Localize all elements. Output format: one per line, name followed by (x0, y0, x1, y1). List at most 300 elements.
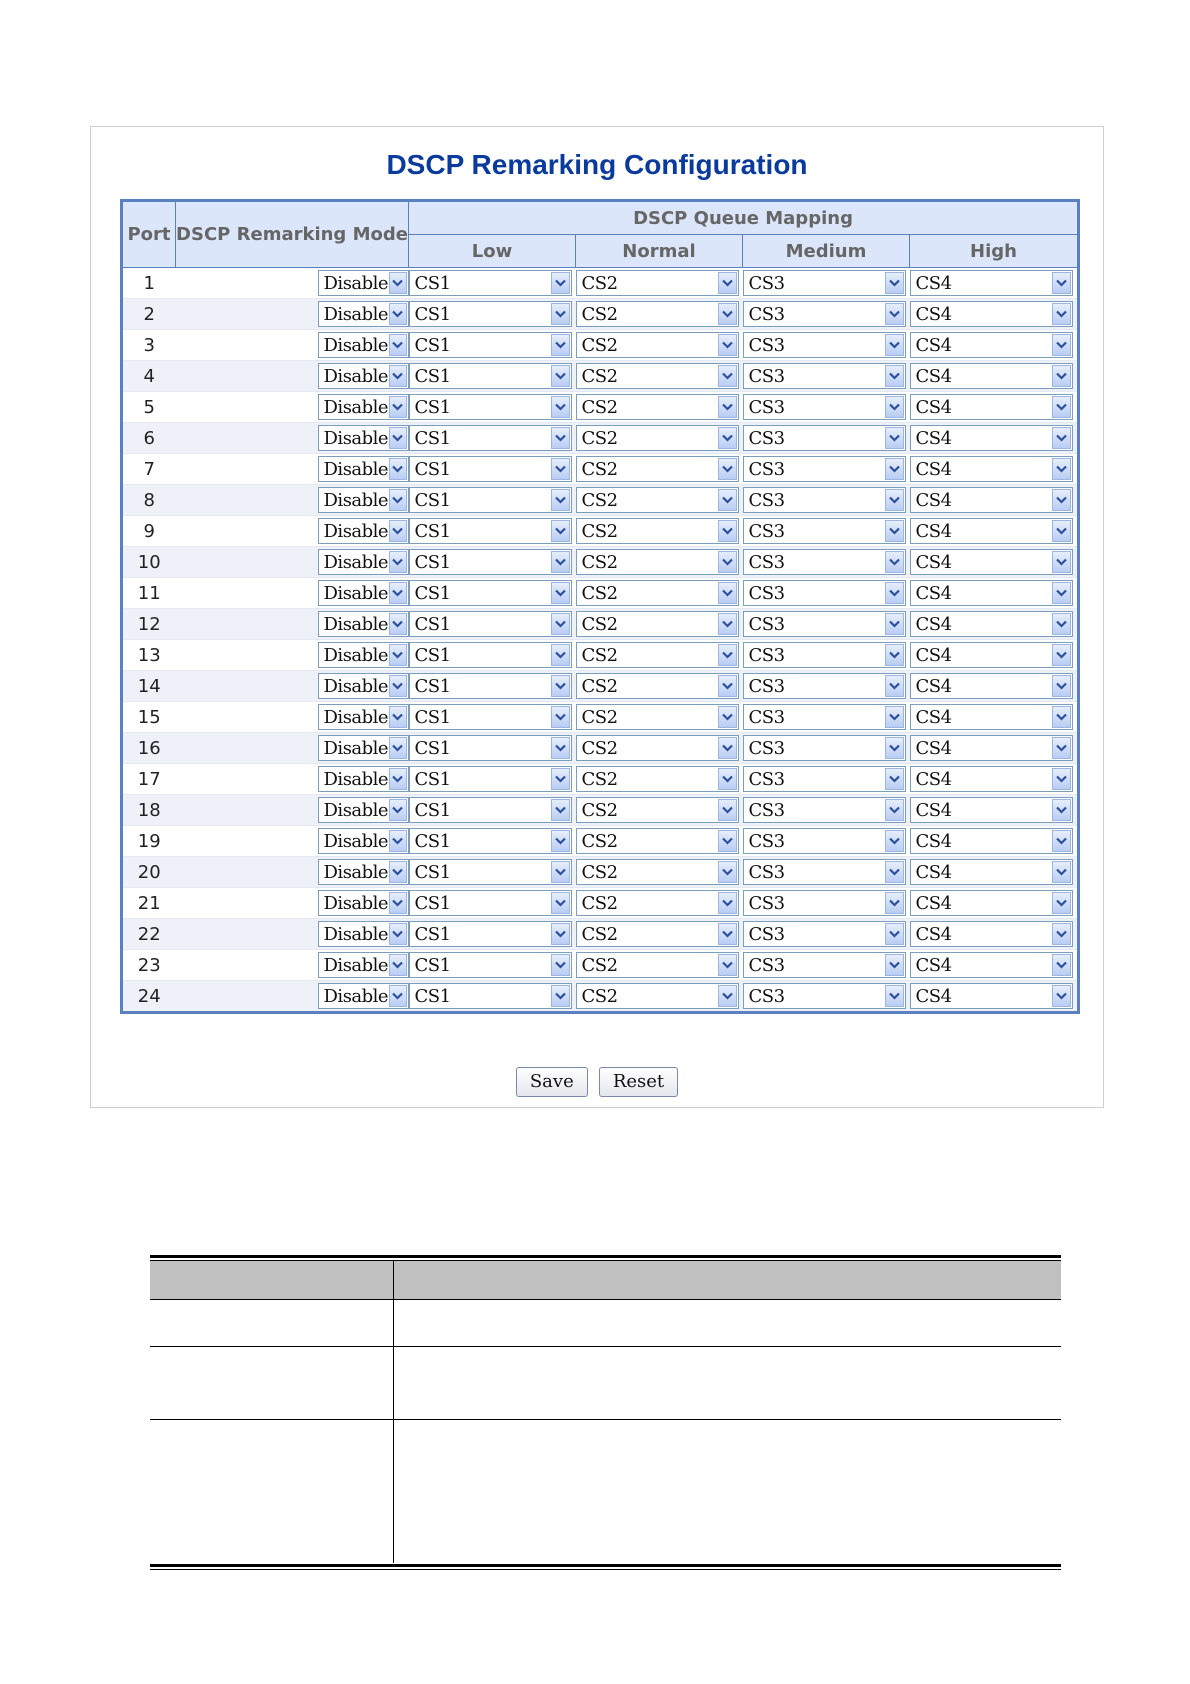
chevron-down-icon[interactable] (551, 892, 570, 914)
high-queue-select[interactable] (910, 704, 1073, 730)
medium-queue-select-value: CS3 (748, 272, 785, 294)
chevron-down-icon[interactable] (389, 923, 406, 945)
chevron-down-icon[interactable] (1052, 737, 1071, 759)
high-queue-select[interactable] (910, 673, 1073, 699)
chevron-down-icon[interactable] (718, 489, 737, 511)
chevron-down-icon[interactable] (551, 706, 570, 728)
chevron-down-icon[interactable] (718, 706, 737, 728)
low-queue-select[interactable] (409, 456, 572, 482)
high-queue-select[interactable] (910, 332, 1073, 358)
chevron-down-icon[interactable] (885, 334, 904, 356)
high-queue-select[interactable] (910, 549, 1073, 575)
chevron-down-icon[interactable] (389, 892, 406, 914)
low-queue-select[interactable] (409, 425, 572, 451)
medium-queue-select-value: CS3 (748, 427, 785, 449)
normal-queue-select-value: CS2 (581, 644, 618, 666)
chevron-down-icon[interactable] (551, 365, 570, 387)
chevron-down-icon[interactable] (718, 985, 737, 1007)
medium-queue-select[interactable] (743, 983, 906, 1009)
chevron-down-icon[interactable] (885, 458, 904, 480)
medium-queue-select[interactable] (743, 859, 906, 885)
remarking-mode-select[interactable] (318, 890, 409, 916)
low-queue-select[interactable] (409, 394, 572, 420)
table-row (122, 578, 1079, 609)
chevron-down-icon[interactable] (718, 365, 737, 387)
port-number: 17 (122, 764, 176, 795)
chevron-down-icon[interactable] (551, 334, 570, 356)
low-queue-select[interactable] (409, 952, 572, 978)
chevron-down-icon[interactable] (718, 334, 737, 356)
chevron-down-icon[interactable] (389, 272, 406, 294)
high-queue-select[interactable] (910, 425, 1073, 451)
normal-queue-select[interactable] (576, 921, 739, 947)
medium-cell (743, 795, 910, 826)
chevron-down-icon[interactable] (718, 675, 737, 697)
low-queue-select-value: CS1 (414, 861, 451, 883)
high-cell (910, 857, 1079, 888)
remarking-mode-select[interactable] (318, 642, 409, 668)
low-queue-select[interactable] (409, 921, 572, 947)
chevron-down-icon[interactable] (389, 737, 406, 759)
chevron-down-icon[interactable] (551, 396, 570, 418)
chevron-down-icon[interactable] (389, 799, 406, 821)
remarking-mode-select[interactable] (318, 332, 409, 358)
remarking-mode-select-value: Disable (323, 365, 389, 387)
low-queue-select[interactable] (409, 270, 572, 296)
normal-queue-select[interactable] (576, 766, 739, 792)
chevron-down-icon[interactable] (389, 675, 406, 697)
chevron-down-icon[interactable] (1052, 954, 1071, 976)
medium-queue-select[interactable] (743, 828, 906, 854)
normal-queue-select[interactable] (576, 642, 739, 668)
medium-queue-select-value: CS3 (748, 799, 785, 821)
remarking-mode-select[interactable] (318, 735, 409, 761)
chevron-down-icon[interactable] (1052, 613, 1071, 635)
chevron-down-icon[interactable] (885, 706, 904, 728)
chevron-down-icon[interactable] (1052, 768, 1071, 790)
low-queue-select[interactable] (409, 332, 572, 358)
remarking-mode-select[interactable] (318, 611, 409, 637)
port-number: 22 (122, 919, 176, 950)
high-queue-select[interactable] (910, 797, 1073, 823)
low-queue-select[interactable] (409, 611, 572, 637)
chevron-down-icon[interactable] (551, 272, 570, 294)
high-queue-select[interactable] (910, 363, 1073, 389)
chevron-down-icon[interactable] (718, 830, 737, 852)
medium-queue-select[interactable] (743, 921, 906, 947)
chevron-down-icon[interactable] (718, 892, 737, 914)
normal-queue-select[interactable] (576, 332, 739, 358)
chevron-down-icon[interactable] (885, 675, 904, 697)
normal-queue-select[interactable] (576, 983, 739, 1009)
table-row (122, 981, 1079, 1013)
chevron-down-icon[interactable] (885, 644, 904, 666)
medium-queue-select[interactable] (743, 332, 906, 358)
chevron-down-icon[interactable] (551, 923, 570, 945)
high-queue-select[interactable] (910, 859, 1073, 885)
high-cell (910, 392, 1079, 423)
chevron-down-icon[interactable] (718, 799, 737, 821)
normal-queue-select[interactable] (576, 363, 739, 389)
chevron-down-icon[interactable] (885, 768, 904, 790)
port-number: 19 (122, 826, 176, 857)
low-cell (409, 578, 576, 609)
remarking-mode-select[interactable] (318, 580, 409, 606)
low-queue-select[interactable] (409, 518, 572, 544)
high-queue-select[interactable] (910, 735, 1073, 761)
medium-queue-select-value: CS3 (748, 551, 785, 573)
remarking-mode-select[interactable] (318, 828, 409, 854)
mode-cell (176, 516, 409, 547)
normal-queue-select[interactable] (576, 518, 739, 544)
chevron-down-icon[interactable] (885, 830, 904, 852)
remarking-mode-select[interactable] (318, 518, 409, 544)
normal-queue-select[interactable] (576, 549, 739, 575)
normal-queue-select-value: CS2 (581, 737, 618, 759)
chevron-down-icon[interactable] (718, 644, 737, 666)
chevron-down-icon[interactable] (389, 334, 406, 356)
low-queue-select[interactable] (409, 859, 572, 885)
chevron-down-icon[interactable] (885, 799, 904, 821)
high-queue-select[interactable] (910, 828, 1073, 854)
remarking-mode-select[interactable] (318, 425, 409, 451)
chevron-down-icon[interactable] (551, 303, 570, 325)
medium-queue-select[interactable] (743, 270, 906, 296)
chevron-down-icon[interactable] (885, 272, 904, 294)
chevron-down-icon[interactable] (389, 520, 406, 542)
chevron-down-icon[interactable] (551, 768, 570, 790)
chevron-down-icon[interactable] (1052, 365, 1071, 387)
normal-queue-select[interactable] (576, 270, 739, 296)
mode-cell (176, 547, 409, 578)
remarking-mode-select-value: Disable (323, 768, 389, 790)
normal-queue-select[interactable] (576, 611, 739, 637)
chevron-down-icon[interactable] (551, 644, 570, 666)
low-queue-select-value: CS1 (414, 830, 451, 852)
low-queue-select-value: CS1 (414, 675, 451, 697)
chevron-down-icon[interactable] (1052, 396, 1071, 418)
chevron-down-icon[interactable] (1052, 489, 1071, 511)
low-queue-select[interactable] (409, 704, 572, 730)
chevron-down-icon[interactable] (1052, 427, 1071, 449)
normal-cell (576, 485, 743, 516)
low-queue-select[interactable] (409, 642, 572, 668)
chevron-down-icon[interactable] (1052, 272, 1071, 294)
chevron-down-icon[interactable] (551, 675, 570, 697)
medium-queue-select[interactable] (743, 580, 906, 606)
chevron-down-icon[interactable] (885, 892, 904, 914)
normal-queue-select[interactable] (576, 828, 739, 854)
chevron-down-icon[interactable] (1052, 799, 1071, 821)
high-queue-select-value: CS4 (915, 923, 952, 945)
remarking-mode-select[interactable] (318, 487, 409, 513)
chevron-down-icon[interactable] (718, 923, 737, 945)
chevron-down-icon[interactable] (551, 737, 570, 759)
high-queue-select[interactable] (910, 921, 1073, 947)
normal-queue-select[interactable] (576, 673, 739, 699)
save-button[interactable]: Save (516, 1067, 588, 1097)
port-number: 2 (122, 299, 176, 330)
remarking-mode-select[interactable] (318, 270, 409, 296)
chevron-down-icon[interactable] (389, 427, 406, 449)
remarking-mode-select[interactable] (318, 363, 409, 389)
normal-queue-select[interactable] (576, 952, 739, 978)
chevron-down-icon[interactable] (551, 427, 570, 449)
mode-cell (176, 795, 409, 826)
chevron-down-icon[interactable] (551, 861, 570, 883)
chevron-down-icon[interactable] (718, 520, 737, 542)
high-queue-select-value: CS4 (915, 396, 952, 418)
medium-queue-select[interactable] (743, 735, 906, 761)
remarking-mode-select-value: Disable (323, 954, 389, 976)
reset-button[interactable]: Reset (599, 1067, 678, 1097)
chevron-down-icon[interactable] (718, 427, 737, 449)
chevron-down-icon[interactable] (389, 861, 406, 883)
chevron-down-icon[interactable] (1052, 892, 1071, 914)
chevron-down-icon[interactable] (551, 551, 570, 573)
low-queue-select[interactable] (409, 487, 572, 513)
medium-cell (743, 981, 910, 1013)
high-queue-select[interactable] (910, 456, 1073, 482)
chevron-down-icon[interactable] (1052, 706, 1071, 728)
remarking-mode-select[interactable] (318, 797, 409, 823)
low-queue-select-value: CS1 (414, 334, 451, 356)
chevron-down-icon[interactable] (885, 861, 904, 883)
low-queue-select[interactable] (409, 735, 572, 761)
remarking-mode-select[interactable] (318, 456, 409, 482)
low-cell (409, 764, 576, 795)
table-row (122, 299, 1079, 330)
low-cell (409, 485, 576, 516)
high-queue-select[interactable] (910, 518, 1073, 544)
remarking-mode-select[interactable] (318, 301, 409, 327)
remarking-mode-select[interactable] (318, 766, 409, 792)
medium-cell (743, 485, 910, 516)
chevron-down-icon[interactable] (718, 458, 737, 480)
chevron-down-icon[interactable] (1052, 675, 1071, 697)
chevron-down-icon[interactable] (389, 830, 406, 852)
chevron-down-icon[interactable] (718, 303, 737, 325)
low-cell (409, 950, 576, 981)
chevron-down-icon[interactable] (1052, 985, 1071, 1007)
chevron-down-icon[interactable] (718, 737, 737, 759)
chevron-down-icon[interactable] (551, 830, 570, 852)
medium-queue-select-value: CS3 (748, 613, 785, 635)
remarking-mode-select[interactable] (318, 983, 409, 1009)
normal-queue-select[interactable] (576, 301, 739, 327)
high-queue-select[interactable] (910, 611, 1073, 637)
chevron-down-icon[interactable] (551, 582, 570, 604)
medium-queue-select[interactable] (743, 425, 906, 451)
remarking-mode-select[interactable] (318, 394, 409, 420)
chevron-down-icon[interactable] (551, 985, 570, 1007)
table-row (122, 268, 1079, 299)
chevron-down-icon[interactable] (885, 551, 904, 573)
low-queue-select[interactable] (409, 828, 572, 854)
medium-queue-select[interactable] (743, 611, 906, 637)
normal-cell (576, 702, 743, 733)
chevron-down-icon[interactable] (1052, 334, 1071, 356)
chevron-down-icon[interactable] (389, 396, 406, 418)
medium-queue-select[interactable] (743, 642, 906, 668)
normal-queue-select[interactable] (576, 797, 739, 823)
chevron-down-icon[interactable] (389, 365, 406, 387)
high-queue-select[interactable] (910, 487, 1073, 513)
low-queue-select[interactable] (409, 890, 572, 916)
chevron-down-icon[interactable] (718, 551, 737, 573)
normal-cell (576, 764, 743, 795)
normal-queue-select[interactable] (576, 859, 739, 885)
low-queue-select[interactable] (409, 797, 572, 823)
medium-queue-select[interactable] (743, 518, 906, 544)
remarking-mode-select-value: Disable (323, 334, 389, 356)
chevron-down-icon[interactable] (718, 861, 737, 883)
remarking-mode-select[interactable] (318, 673, 409, 699)
chevron-down-icon[interactable] (1052, 923, 1071, 945)
low-queue-select-value: CS1 (414, 365, 451, 387)
chevron-down-icon[interactable] (718, 582, 737, 604)
port-number: 6 (122, 423, 176, 454)
medium-queue-select[interactable] (743, 301, 906, 327)
high-queue-select[interactable] (910, 952, 1073, 978)
chevron-down-icon[interactable] (1052, 551, 1071, 573)
low-queue-select-value: CS1 (414, 737, 451, 759)
chevron-down-icon[interactable] (389, 489, 406, 511)
chevron-down-icon[interactable] (1052, 582, 1071, 604)
low-queue-select[interactable] (409, 673, 572, 699)
chevron-down-icon[interactable] (551, 799, 570, 821)
high-queue-select[interactable] (910, 394, 1073, 420)
normal-queue-select-value: CS2 (581, 489, 618, 511)
medium-cell (743, 702, 910, 733)
chevron-down-icon[interactable] (718, 768, 737, 790)
high-queue-select[interactable] (910, 301, 1073, 327)
remarking-mode-select[interactable] (318, 921, 409, 947)
high-queue-select-value: CS4 (915, 582, 952, 604)
low-queue-select[interactable] (409, 983, 572, 1009)
chevron-down-icon[interactable] (885, 985, 904, 1007)
chevron-down-icon[interactable] (551, 954, 570, 976)
medium-queue-select[interactable] (743, 363, 906, 389)
normal-queue-select[interactable] (576, 704, 739, 730)
chevron-down-icon[interactable] (551, 520, 570, 542)
chevron-down-icon[interactable] (1052, 644, 1071, 666)
medium-queue-select[interactable] (743, 766, 906, 792)
low-queue-select[interactable] (409, 766, 572, 792)
chevron-down-icon[interactable] (551, 613, 570, 635)
normal-queue-select[interactable] (576, 580, 739, 606)
chevron-down-icon[interactable] (885, 923, 904, 945)
chevron-down-icon[interactable] (885, 954, 904, 976)
medium-cell (743, 392, 910, 423)
normal-queue-select[interactable] (576, 394, 739, 420)
low-queue-select[interactable] (409, 580, 572, 606)
remarking-mode-select[interactable] (318, 704, 409, 730)
normal-queue-select[interactable] (576, 487, 739, 513)
table-row (122, 919, 1079, 950)
chevron-down-icon[interactable] (718, 613, 737, 635)
medium-cell (743, 268, 910, 299)
chevron-down-icon[interactable] (389, 303, 406, 325)
chevron-down-icon[interactable] (1052, 520, 1071, 542)
medium-queue-select[interactable] (743, 673, 906, 699)
medium-queue-select[interactable] (743, 394, 906, 420)
medium-queue-select[interactable] (743, 487, 906, 513)
medium-queue-select[interactable] (743, 952, 906, 978)
chevron-down-icon[interactable] (389, 706, 406, 728)
high-cell (910, 423, 1079, 454)
normal-cell (576, 423, 743, 454)
high-queue-select[interactable] (910, 983, 1073, 1009)
normal-queue-select[interactable] (576, 735, 739, 761)
chevron-down-icon[interactable] (885, 427, 904, 449)
chevron-down-icon[interactable] (389, 954, 406, 976)
chevron-down-icon[interactable] (551, 489, 570, 511)
medium-queue-select[interactable] (743, 456, 906, 482)
chevron-down-icon[interactable] (1052, 458, 1071, 480)
chevron-down-icon[interactable] (1052, 303, 1071, 325)
remarking-mode-select[interactable] (318, 952, 409, 978)
chevron-down-icon[interactable] (885, 396, 904, 418)
chevron-down-icon[interactable] (885, 582, 904, 604)
high-queue-select[interactable] (910, 270, 1073, 296)
chevron-down-icon[interactable] (885, 489, 904, 511)
chevron-down-icon[interactable] (389, 613, 406, 635)
chevron-down-icon[interactable] (718, 272, 737, 294)
remarking-mode-select[interactable] (318, 859, 409, 885)
low-queue-select[interactable] (409, 363, 572, 389)
remarking-mode-select[interactable] (318, 549, 409, 575)
medium-queue-select[interactable] (743, 549, 906, 575)
normal-queue-select[interactable] (576, 890, 739, 916)
low-queue-select[interactable] (409, 549, 572, 575)
medium-queue-select[interactable] (743, 797, 906, 823)
chevron-down-icon[interactable] (885, 613, 904, 635)
normal-queue-select[interactable] (576, 425, 739, 451)
low-queue-select[interactable] (409, 301, 572, 327)
chevron-down-icon[interactable] (718, 954, 737, 976)
chevron-down-icon[interactable] (389, 551, 406, 573)
chevron-down-icon[interactable] (389, 644, 406, 666)
chevron-down-icon[interactable] (885, 303, 904, 325)
low-queue-select-value: CS1 (414, 489, 451, 511)
normal-queue-select[interactable] (576, 456, 739, 482)
chevron-down-icon[interactable] (389, 985, 406, 1007)
high-queue-select[interactable] (910, 580, 1073, 606)
chevron-down-icon[interactable] (885, 365, 904, 387)
medium-cell (743, 671, 910, 702)
high-queue-select[interactable] (910, 642, 1073, 668)
high-queue-select[interactable] (910, 766, 1073, 792)
chevron-down-icon[interactable] (1052, 830, 1071, 852)
chevron-down-icon[interactable] (885, 737, 904, 759)
medium-queue-select[interactable] (743, 890, 906, 916)
medium-queue-select[interactable] (743, 704, 906, 730)
chevron-down-icon[interactable] (551, 458, 570, 480)
chevron-down-icon[interactable] (885, 520, 904, 542)
chevron-down-icon[interactable] (1052, 861, 1071, 883)
medium-cell (743, 330, 910, 361)
normal-queue-select-value: CS2 (581, 520, 618, 542)
low-queue-select-value: CS1 (414, 892, 451, 914)
high-queue-select[interactable] (910, 890, 1073, 916)
chevron-down-icon[interactable] (389, 768, 406, 790)
normal-cell (576, 826, 743, 857)
chevron-down-icon[interactable] (389, 458, 406, 480)
chevron-down-icon[interactable] (718, 396, 737, 418)
chevron-down-icon[interactable] (389, 582, 406, 604)
normal-queue-select-value: CS2 (581, 768, 618, 790)
